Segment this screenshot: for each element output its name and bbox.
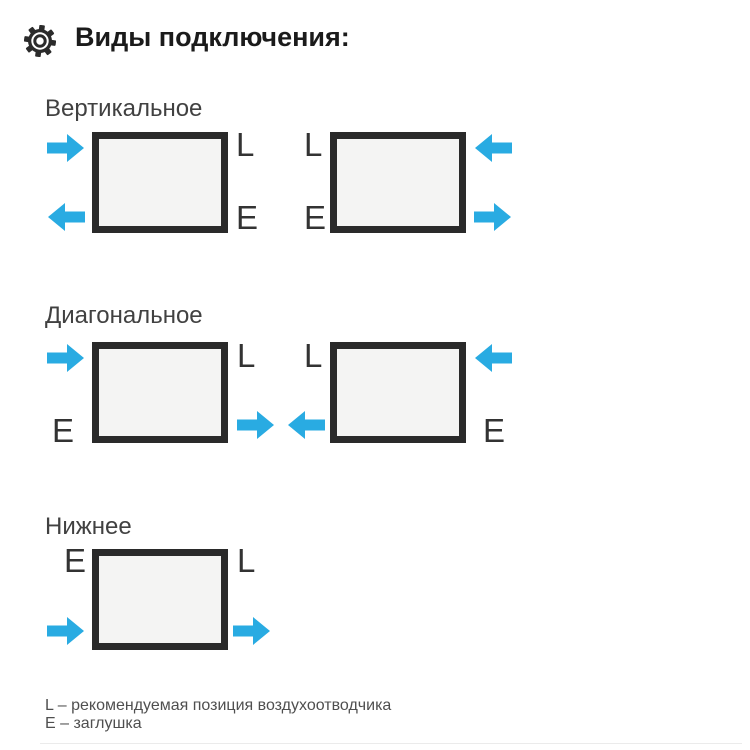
radiator-vertical-left xyxy=(92,132,228,233)
port-label-air-vent: L xyxy=(304,126,323,163)
port-label-plug: E xyxy=(52,412,75,449)
flow-inlet-arrow-icon xyxy=(474,133,512,163)
port-label-plug: E xyxy=(64,542,87,579)
flow-outlet-arrow-icon xyxy=(287,410,325,440)
flow-inlet-arrow-icon xyxy=(47,133,85,163)
section-title-vertical: Вертикальное xyxy=(45,95,203,122)
port-label-air-vent: L xyxy=(236,126,255,163)
port-label-plug: E xyxy=(483,412,506,449)
flow-outlet-arrow-icon xyxy=(47,202,85,232)
port-label-plug: E xyxy=(236,199,259,236)
radiator-diagonal-left xyxy=(92,342,228,443)
radiator-diagonal-right xyxy=(330,342,466,443)
flow-outlet-arrow-icon xyxy=(237,410,275,440)
radiator-vertical-right xyxy=(330,132,466,233)
bottom-divider xyxy=(40,743,742,744)
page-title: Виды подключения: xyxy=(75,22,350,52)
gear-icon xyxy=(24,25,56,57)
port-label-air-vent: L xyxy=(237,337,256,374)
section-title-diagonal: Диагональное xyxy=(45,302,203,329)
flow-inlet-arrow-icon xyxy=(474,343,512,373)
flow-inlet-arrow-icon xyxy=(47,343,85,373)
flow-inlet-arrow-icon xyxy=(47,616,85,646)
legend-plug: E – заглушка xyxy=(45,715,142,732)
port-label-plug: E xyxy=(304,199,327,236)
port-label-air-vent: L xyxy=(237,542,256,579)
section-title-bottom: Нижнее xyxy=(45,513,132,540)
radiator-bottom xyxy=(92,549,228,650)
flow-outlet-arrow-icon xyxy=(474,202,512,232)
legend-air-vent: L – рекомендуемая позиция воздухоотводчика xyxy=(45,697,392,714)
port-label-air-vent: L xyxy=(304,337,323,374)
flow-outlet-arrow-icon xyxy=(233,616,271,646)
